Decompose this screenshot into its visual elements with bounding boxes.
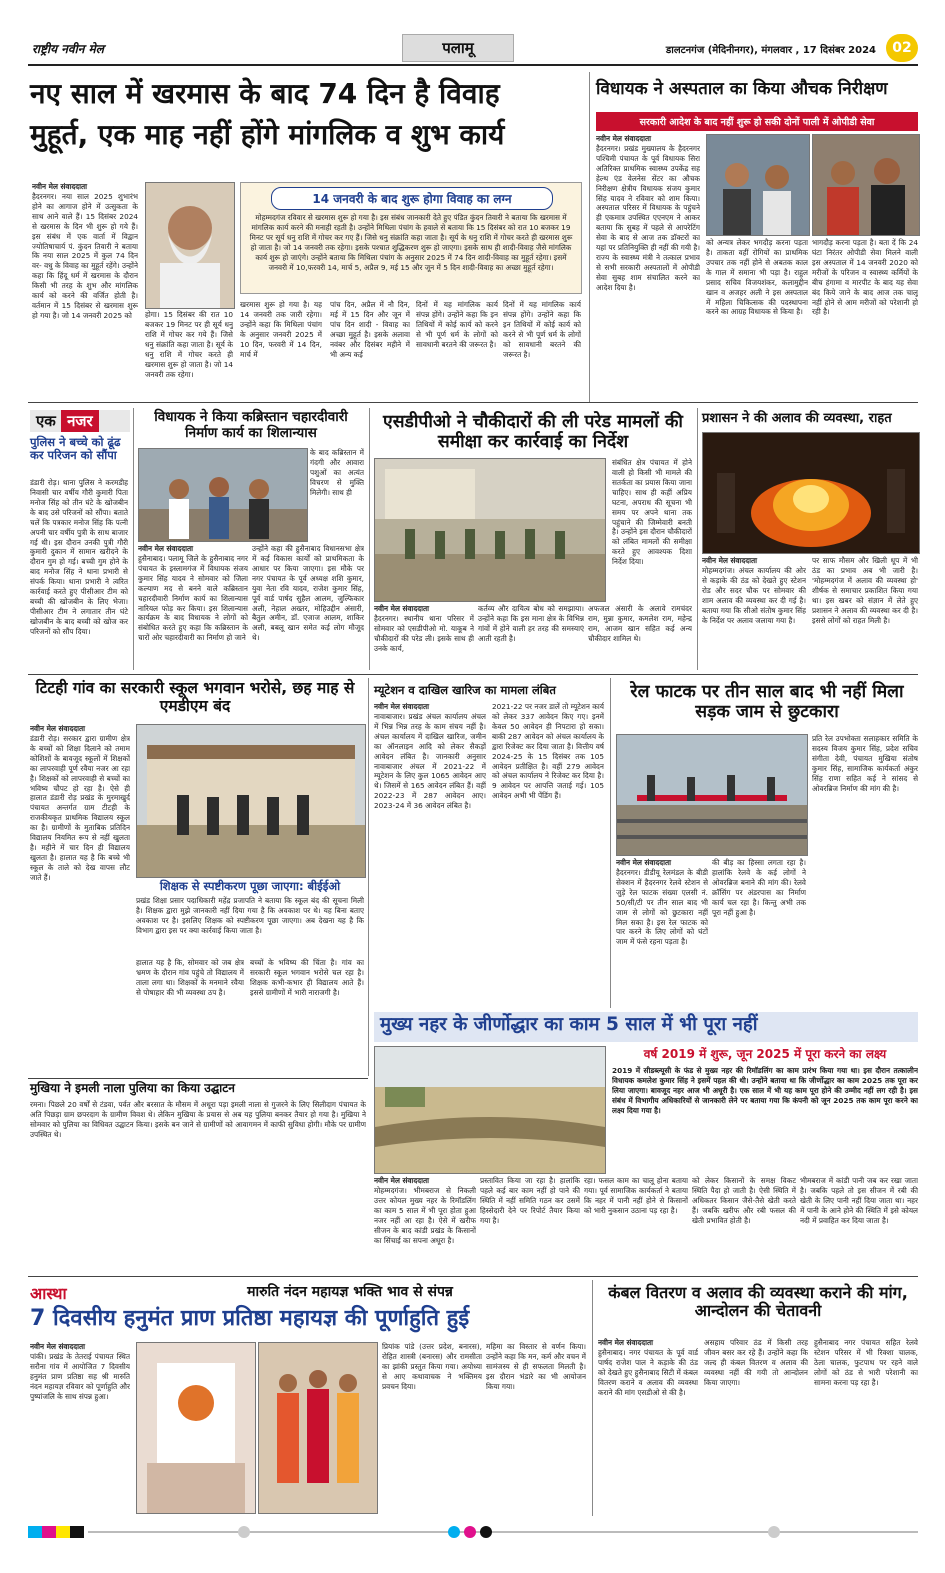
section-label: पलामू (402, 34, 514, 62)
s12-col1-text: हुसैनाबाद। नगर पंचायत के पूर्व वार्ड पार्षद राजेश पाल ने कड़ाके की ठंड को देखते हुए हुसैनाबाद सिटी में कंबल वितरण कराने व अलाव की व्यवस्था कराने की मांग एसडीओ से की है। (598, 1347, 698, 1397)
s6-subhead: शिक्षक से स्पष्टीकरण पूछा जाएगा: बीईईओ (159, 879, 341, 893)
s4-photo (374, 458, 606, 602)
footer-register-bar (28, 1526, 918, 1538)
s4-side-column: संबंधित क्षेत्र पंचायत में होने वाली हो किसी भी मामले की सतर्कता का प्रयास किया जाना चाहिए। साथ ही कहीं अप्रिय घटना, अपराध की सूचना भी समय पर अपने थाना तक पहुंचाने की जिम्मेवारी बनती है। उन्होंने इस दौरान चौकीदारों को लंबित मामलों की समीक्षा करते हुए आवश्यक दिशा निर्देश दिया। (612, 458, 692, 567)
footer-swatch-cyan (28, 1526, 42, 1538)
s9-column-2: प्रस्तावित किया जा रहा है। हालांकि पहले कई बार काम नहीं हो पाने की स्थिति में नहीं समिति गठन कर उसमें हिस्सेदारी देने पर रिपोर्ट तैयार किया गया है। (480, 1176, 580, 1225)
page-number: 02 (886, 34, 918, 62)
s8-column-2: की बीड़ का हिस्सा लगता रहा है। हालांकि रेलवे के कई लोगों ने ओवरब्रिज बनाने की मांग की। रेलवे क्रॉसिंग पर अंडरपास का निर्माण कार्य चल रहा है। किन्तु अभी तक पूरा नहीं हुआ है। (712, 858, 806, 917)
s1-photo-pandit (145, 182, 235, 309)
s2-headline: विधायक ने अस्पताल का किया औचक निरीक्षण (596, 79, 888, 99)
ek-najar-text: डंडारी रोड़। थाना पुलिस ने करमडीह निवासी चार वर्षीय गौरी कुमारी पिता मनोज सिंह को तीन घंटे के खोजबीन के बाद उसे परिजनों को सौंपा। बताते चलें कि पत्रकार मनोज सिंह कि पत्नी अपनी चार वर्षीय पुत्री के साथ बाजार गई थी। इस दौरान उनकी पुत्री गौरी कुमारी दुकान में सामान खरीदने के दौरान गुम हो गई। बच्ची गुम होने के बाद मनोज सिंह ने थाना प्रभारी से संपर्क किया। थाना प्रभारी ने त्वरित कार्रवाई करते हुए पीसीआर टीम को बच्ची की खोजबीन के लिए भेजा। पीसीआर टीम ने लगातार तीन घंटे खोजबीन के बाद बच्ची को खोज कर परिजनों को सौंप दिया। (30, 478, 128, 636)
divider-s6 (368, 678, 369, 1076)
s6-column-b: बच्चों के भविष्य की चिंता है। गांव का सरकारी स्कूल भगवान भरोसे चल रहा है। शिक्षक कभी-कभार ही विद्यालय आते हैं। इससे ग्रामीणों में भारी नाराजगी है। (250, 958, 364, 997)
s4-headline: एसडीपीओ ने चौकीदारों की ली परेड मामलों की समीक्षा कर कार्रवाई का निर्देश (383, 412, 683, 453)
s6-text: डंडारी रोड़। सरकार द्वारा ग्रामीण क्षेत्र के बच्चों को शिक्षा दिलाने को तमाम कोशिशों के बावजूद स्कूलों में शिक्षकों का लापरवाही पूर्ण रवैया नजर आ रहा है। शिक्षकों को लापरवाही से बच्चों का भविष्य चौपट हो रहा है। ऐसे ही हालात डंडारी रोड़ प्रखंड के मुरमाखुर्द पंचायत अन्तर्गत ग्राम टीटही के राजकीयकृत प्राथमिक विद्यालय स्कूल का है। ग्रामीणों के मुताबिक प्रतिदिन विद्यालय नियमित रूप से नहीं खुलता है। महीने में चार दिन ही विद्यालय खुलता है। हालात यह है कि बच्चे भी स्कूल के ताले को देख वापस लौट जाते हैं। (30, 733, 130, 882)
s4-column-1 (374, 604, 474, 670)
footer-register-dot-right (768, 1526, 780, 1538)
s3-byline: नवीन मेल संवाददाता (138, 544, 194, 553)
s1-headline-1: नए साल में खरमास के बाद 74 दिन है विवाह (30, 77, 500, 110)
s9-intro: 2019 में सीडब्ल्यूसी के फंड से मुख्य नहर की रिमॉडलिंग का काम प्रारंभ किया गया था। इस दौरान तत्कालीन विधायक कमलेश कुमार सिंह ने इसमें पहल की थी। उन्होंने बताया था कि जीर्णोद्धार का काम 2025 तक पूरा कर लिया जाएगा। बावजूद नहर आज भी अधूरी है। एक साल में भी यह काम पूरा होने की उम्मीद नहीं लग रही है। इस संबंध में विभागीय अधिकारियों से जानकारी लेने पर बताया गया कि कंपनी को जून 2025 तक काम पूरा करने का लक्ष्य दिया गया है। (612, 1066, 918, 1115)
s11-photo-left-graphic (137, 1343, 255, 1513)
footer-swatch-magenta (42, 1526, 56, 1538)
s9-byline: नवीन मेल संवाददाता (374, 1176, 430, 1185)
s1-byline: नवीन मेल संवाददाता (32, 182, 88, 191)
divider-ek-najar (133, 408, 134, 670)
s2-red-subhead: सरकारी आदेश के बाद नहीं शुरू हो सकी दोनों पाली में ओपीडी सेवा (596, 112, 918, 131)
s3-col1-text: हुसैनाबाद। पलामू जिले के हुसैनाबाद नगर पंचायत के इस्लामगंज में विधायक संजय कुमार सिंह यादव ने सोमवार को जिला कल्याण मद से बनने वाले कब्रिस्तान चहारदीवारी निर्माण कार्य का शिलान्यास नारियल फोड़ कर किया। इस शिलान्यास कार्यक्रम के बाद विधायक ने लोगों को संबोधित करते हुए कहा कि कब्रिस्तान के चारों ओर चहारदीवारी का निर्माण हो जाने (138, 553, 248, 643)
divider-s3 (369, 408, 370, 670)
s6-photo (136, 724, 366, 878)
s1-subbox-title: 14 जनवरी के बाद शुरू होगा विवाह का लग्न (271, 187, 553, 210)
s11-photo-left (136, 1342, 256, 1514)
s11-photo-right (258, 1342, 378, 1514)
s7-headline: म्यूटेशन व दाखिल खारिज का मामला लंबित (374, 683, 556, 697)
s1-column-3: खरमास शुरू हो गया है। यह 14 जनवरी तक जारी रहेगा। उन्होंने कहा कि मिथिला पंचांग के अनुसार जनवरी 2025 में 10 दिन, फरवरी में 14 दिन, मार्च में (240, 300, 322, 359)
s6-column-a: हालात यह है कि, सोमवार को जब क्षेत्र भ्रमण के दौरान गांव पहुंचे तो विद्यालय में ताला लगा था। शिक्षकों के मनमाने रवैया से पोषाहार की भी व्यवस्था ठप है। (136, 958, 244, 997)
divider-s7 (610, 678, 611, 1008)
s3-photo (138, 448, 308, 542)
s5-col1-text: मोहम्मदगंज। अंचल कार्यालय की ओर से कड़ाके की ठंड को देखते हुए स्टेशन रोड और सदर चौक पर सोमवार की शाम अलाव की व्यवस्था कर दी गई है। बताया गया कि सीओ संतोष कुमार सिंह के निर्देश पर अलाव जलाया गया है। (702, 565, 806, 625)
dateline: डालटनगंज (मेदिनीनगर), मंगलवार , 17 दिसंबर 2024 (665, 45, 876, 56)
masthead: राष्ट्रीय नवीन मेल (32, 42, 104, 56)
s12-column-1 (598, 1338, 698, 1516)
s9-col1-text: मोहम्मदगंज। भीमबराज से निकली उत्तर कोयल मुख्य नहर के रिमॉडलिंग का काम 5 साल में भी पूरा होता हुआ नजर नहीं आ रहा है। ऐसे में खरीफ सीजन के बाद कांडी प्रखंड के किसानों का सिंचाई का सपना अधूरा है। (374, 1185, 476, 1245)
divider-s11 (592, 1280, 593, 1516)
ek-najar-headline: पुलिस ने बच्चे को ढूंढ कर परिजन को सौंपा (30, 435, 121, 463)
divider-row1 (28, 402, 918, 403)
s4-column-2: कर्तव्य और दायित्व बोध को समझाया। उन्होंने कहा कि इस माना क्षेत्र के विभिन्न गांवों में होने वाली हर तरह की समस्याएं आती रहती है। (478, 604, 584, 643)
footer-swatch-yellow (56, 1526, 70, 1538)
s6-photo-graphic (137, 725, 365, 877)
s1-photo-graphic (146, 183, 234, 308)
s12-column-3: हुसैनाबाद नगर पंचायत सहित रेलवे स्टेशन परिसर में भी रिक्शा चालक, ठेला चालक, फुटपाथ पर रहने वाले लोगों को ठंड से भारी परेशानी का सामना करना पड़ रहा है। (814, 1338, 918, 1387)
s8-photo-graphic (617, 735, 807, 855)
s4-col1-text: हैदरनगर। स्थानीय थाना परिसर में सोमवार को एसडीपीओ मो. याकूब ने चौकीदारों की परेड ली। इसके साथ ही उनके कार्य, (374, 613, 474, 653)
s5-photo (702, 432, 920, 554)
s6-byline: नवीन मेल संवाददाता (30, 724, 86, 733)
s9-photo-graphic (375, 1047, 605, 1173)
footer-register-dot-center-k (480, 1526, 492, 1538)
s5-column-1 (702, 556, 806, 670)
s6-headline: टिटही गांव का सरकारी स्कूल भगवान भरोसे, छह माह से एमडीएम बंद (35, 679, 355, 715)
s11-photo-right-graphic (259, 1343, 377, 1513)
s6-column-main (30, 724, 130, 1074)
s12-column-2: असहाय परिवार ठंड में किसी तरह जीवन बसर कर रहे हैं। उन्होंने कहा कि जल्द ही कंबल वितरण व अलाव की व्यवस्था नहीं की गयी तो आन्दोलन किया जाएगा। (704, 1338, 808, 1387)
s9-headline: मुख्य नहर के जीर्णोद्धार का काम 5 साल में भी पूरा नहीं (380, 1014, 758, 1035)
s11-column-1 (30, 1342, 130, 1516)
s8-column-1 (616, 858, 708, 1008)
s2-photo-left (706, 134, 810, 236)
s5-column-2: पर साफ मौसम और खिली धूप में भी ठंड का प्रभाव अब भी जारी है। 'मोहम्मदगंज में अलाव की व्यवस्था हो' शीर्षक से समाचार प्रकाशित किया गया था। इस खबर को संज्ञान में लेते हुए प्रशासन ने अलाव की व्यवस्था कर दी है। इससे लोगों को राहत मिली है। (812, 556, 918, 625)
s5-byline: नवीन मेल संवाददाता (702, 556, 758, 565)
divider-s4 (697, 408, 698, 670)
s8-col1-text: हैदरनगर। डीडीयू रेलमंडल के बीडी सेक्शन में हैदरनगर रेलवे स्टेशन से जुड़े रेल फाटक संख्या एलसी नं. 50/सी/टी पर तीन साल बाद भी जाम से लोगों को छुटकारा नहीं मिल सका है। इस रेल फाटक को पार करने के लिए लोगों को घंटों जाम में फंसे रहना पड़ता है। (616, 867, 708, 947)
s7-byline: नवीन मेल संवाददाता (374, 702, 430, 711)
s9-column-4: को लेकर किसानों के समक्ष विकट स्थिति पैदा हो जाती है। ऐसी स्थिति में अधिकतर किसान जैसे-तैसे खेती करते हैं। जबकि खरीफ और रबी फसल की खेती प्रभावित होती है। (692, 1176, 796, 1225)
footer-register-dot-center-m (464, 1526, 476, 1538)
s1-headline-2: मुहूर्त, एक माह नहीं होंगे मांगलिक व शुभ कार्य (30, 118, 505, 151)
s3-column-2: उन्होंने कहा की हुसैनाबाद विधानसभा क्षेत्र में कई विकास कार्यों को प्राथमिकता के आधार पर किया जाएगा। इस मौके पर नगर पंचायत के पूर्व अध्यक्ष शशि कुमार, युवा नेता रवि यादव, राजेश कुमार सिंह, पूर्व वार्ड पार्षद सुहैल आलम, जुल्फिकार अली, नेहाल अख्तर, मोहिउद्दीन अंसारी, बैतुल अमीन, डॉ. एजाज आलम, शाकिर अली, बबलू खान समेत कई लोग मौजूद थे। (252, 544, 364, 643)
s9-photo (374, 1046, 606, 1174)
s12-headline: कंबल वितरण व अलाव की व्यवस्था कराने की मांग, आन्दोलन की चेतावनी (608, 1283, 908, 1321)
s11-column-2: प्रियांक पांडे (उत्तर प्रदेश, बनारस), रोहित शास्त्री (बनारस) और रामसीता का झांकी प्रस्तुत किया गया। अयोध्या से आए कथावाचक ने भक्तिमय प्रवचन दिया। (382, 1342, 482, 1391)
divider-s10 (28, 1078, 368, 1079)
s7-column-1 (374, 702, 486, 1008)
s9-red-subhead: वर्ष 2019 में शुरू, जून 2025 में पूरा करने का लक्ष्य (643, 1047, 887, 1061)
divider-row2 (28, 674, 918, 675)
s7-column-2: 2021-22 पर नजर डालें तो म्यूटेशन कार्य को लेकर 337 आवेदन किए गए। इनमें केवल 50 आवेदन ही निपटारा हो सका। बाकी 287 आवेदन को अंचल कार्यालय के द्वारा रिजेक्ट कर दिया जाता है। वित्तीय वर्ष 2024-25 के 15 दिसंबर तक 105 आवेदन प्रतीक्षित है। वहीं 279 आवेदन को अंचल कार्यालय ने रिजेक्ट कर दिया है। 9 आवेदन पर आपत्ति जताई गई। 105 आवेदन अभी भी पेंडिंग हैं। (492, 702, 604, 801)
s4-byline: नवीन मेल संवाददाता (374, 604, 430, 613)
s1-column-4: पांच दिन, अप्रैल में नौ दिन, मई में 15 दिन और जून में पांच दिन शादी - विवाह का अच्छा मुहूर्त है। इसके अलावा नवंबर और दिसंबर महीने में भी अन्य कई (330, 300, 410, 359)
s4-column-3: अफजल अंसारी के अलावे रामचंदर राम, मुन्ना कुमार, कमलेश राम, महेन्द्र राम, आजम खान सहित कई अन्य चौकीदार शामिल थे। (588, 604, 692, 643)
s3-column-1 (138, 544, 248, 670)
s3-text-a: के बाद कब्रिस्तान में गंदगी और आवारा पशुओं का अत्यंत विचरण से मुक्ति मिलेगी। साथ ही (310, 448, 364, 497)
ek-najar-label-b: नजर (61, 410, 99, 432)
s1-column-1 (32, 182, 138, 392)
s2-byline: नवीन मेल संवाददाता (596, 134, 652, 143)
footer-swatch-black (70, 1526, 84, 1538)
s1-column-6: दिनों में यह मांगलिक कार्य संपन्न होंगे। उन्होंने कहा कि इन तिथियों में कोई कार्य को करने से भी पूर्ण धर्म के लोगों को सावधानी बरतने की जरूरत है। (503, 300, 581, 359)
footer-register-dot-center-c (448, 1526, 460, 1538)
s1-subbox (240, 182, 582, 294)
header-rule (28, 64, 918, 66)
s1-column-5: दिनों में यह मांगलिक कार्य संपन्न होंगे। उन्होंने कहा कि इन तिथियों में कोई कार्य को करने से भी पूर्ण धर्म के लोगों को सावधानी बरतने की जरूरत है। (416, 300, 498, 349)
s8-photo (616, 734, 808, 856)
s8-byline: नवीन मेल संवाददाता (616, 858, 672, 867)
footer-register-dot-left (238, 1526, 250, 1538)
s3-photo-graphic (139, 449, 307, 541)
aastha-label: आस्था (30, 1284, 67, 1303)
s2-photo-left-graphic (707, 135, 809, 235)
s8-headline: रेल फाटक पर तीन साल बाद भी नहीं मिला सड़क जाम से छुटकारा (630, 682, 904, 723)
s9-column-5: भीमबराज में कांडी पानी जब कर रखा जाता है। जबकि पहले तो इस सीजन में रबी की खेती के लिए पानी नहीं दिया जाता था। नहर में पानी के आने होने की स्थिति में इसे कोयल नदी में प्रवाहित कर दिया जाता है। (800, 1176, 918, 1225)
s2-column-3: भागदौड़ करना पड़ता है। बता दें कि 24 घंटा निरंतर ओपीडी सेवा मिलने वाली इस अस्पताल में 14 जनवरी 2020 को मरीजों के परिजन व स्वास्थ्य कर्मियों के बीच हंगामा व मारपीट के बाद यह सेवा बंद किये जाने के बाद आज तक चालू नहीं होने से आम मरीजों को परेशानी हो रही है। (812, 238, 918, 317)
s10-text: रमना। पिछले 20 वर्षों से टंडवा, पर्वत और बरसात के मौसम में अधूरा पड़ा इमली नाला से गुजरने के लिए सिलीदाग पंचायत के अति पिछड़ा ग्राम छपरदाग के ग्रामीण विवश थे। लेकिन मुखिया के प्रयास से अब यह पुलिया बनकर तैयार हो गया है। मुखिया ने सोमवार को पुलिया का विधिवत उद्घाटन किया। इसके बन जाने से ग्रामीणों को आवागमन में काफी सुविधा होगी। मौके पर ग्रामीण उपस्थित थे। (30, 1100, 366, 1139)
s1-column-2: होगा। 15 दिसंबर की रात 10 बजकर 19 मिनट पर ही सूर्य धनु राशि में गोचर कर गये हैं। जिसे धनु संक्रांति कहा जाता है। सूर्य के धनु राशि में गोचर करते ही खरमास शुरू हो जाता है। जो 14 जनवरी तक रहेगा। (145, 310, 233, 379)
s2-column-1 (596, 134, 700, 396)
s8-column-3: प्रति रेल उपभोक्ता सलाहकार समिति के सदस्य विजय कुमार सिंह, प्रदेश सचिव संगीता देवी, पंचायत मुखिया संतोष कुमार सिंह, सामाजिक कार्यकर्ता अंकुर सिंह राणा सहित कई ने सांसद से ओवरब्रिज निर्माण की मांग की है। (812, 734, 918, 793)
s11-byline: नवीन मेल संवाददाता (30, 1342, 86, 1351)
divider-row3 (28, 1276, 918, 1277)
s12-byline: नवीन मेल संवाददाता (598, 1338, 654, 1347)
s10-headline: मुखिया ने इमली नाला पुलिया का किया उद्घाटन (30, 1081, 235, 1095)
s11-col1-text: पांकी। प्रखंड के तेतराई पंचायत स्थित सरौना गांव में आयोजित 7 दिवसीय हनुमंत प्राण प्रतिष्ठा सह श्री मारुति नंदन महायज्ञ रविवार को पूर्णाहुति और पुष्पांजलि के साथ संपन्न हुआ। (30, 1351, 130, 1401)
ek-najar-label (30, 410, 130, 432)
divider-top (589, 72, 590, 402)
s4-photo-graphic (375, 459, 605, 601)
s11-column-3: महिमा का विस्तार से वर्णन किया। उन्होंने कहा कि मन, कर्म और वचन में सामंजस्य से ही सफलता मिलती है। इस दौरान भंडारे का भी आयोजन किया गया। (486, 1342, 586, 1391)
s9-column-3: रहा। फसल काम का चालू होना बताया गया। पूर्व सामाजिक कार्यकर्ता ने बताया कि नहर में पानी नहीं होने से किसानों को भारी नुकसान उठाना पड़ रहा है। (584, 1176, 688, 1215)
s2-photo-right-graphic (813, 135, 919, 235)
s2-photo-right (812, 134, 920, 236)
s1-col1-text: हैदरनगर। नया साल 2025 शुभारंभ होने का आगाज होने में उत्सुकता के साथ आने वाले हैं। 15 दिसंबर 2024 से खरमास के दिन भी शुरू हो गये हैं। इस संबंध में एक वार्ता में विद्वान ज्योतिषाचार्य पं. कुंदन तिवारी ने बताया कि नया साल 2025 में कुल 74 दिन वर- वधु के विवाह का मुहूर्त रहेंगे। उन्होंने कहा कि हिंदू धर्म में खरमास के दौरान किसी भी तरह के शुभ और मांगलिक कार्य को करने की वर्जित होती है। वर्तमान में 15 दिसंबर से खरमास शुरू हो गया है। जो 14 जनवरी 2025 को (32, 191, 138, 320)
s7-col1-text: नावाबाजार। प्रखंड अंचल कार्यालय अंचल में भिन्न भिन्न तरह के काम संचय नहीं है। अंचल कार्यालय में दाखिल खारिज, जमीन का ऑनलाइन आदि को लेकर सैकड़ों आवेदन लंबित है। जानकारी अनुसार नावाबाजार अंचल में 2021-22 में म्यूटेशन के लिए कुल 1065 आवेदन आए थे। जिसमें से 165 आवेदन लंबित हैं। वहीं 2022-23 में 287 आवेदन आए। 2023-24 में 36 आवेदन लंबित है। (374, 711, 486, 811)
s5-photo-graphic (703, 433, 919, 553)
s3-headline: विधायक ने किया कब्रिस्तान चहारदीवारी निर्माण कार्य का शिलान्यास (154, 409, 348, 441)
s9-column-1 (374, 1176, 476, 1272)
s11-subhead: मारुति नंदन महायज्ञ भक्ति भाव से संपन्न (247, 1284, 453, 1300)
s5-headline: प्रशासन ने की अलाव की व्यवस्था, राहत (702, 411, 892, 426)
s1-subbox-text: मोहम्मदगंज रविवार से खरमास शुरू हो गया है। इस संबंध जानकारी देते हुए पंडित कुंदन तिवारी ने बताया कि खरमास में मांगलिक कार्य करने की मनाही रहती है। उन्होंने मिथिला पंचांग के हवाले से बताया कि 15 दिसंबर को रात 10 बजकर 19 मिनट पर सूर्य धनु राशि में गोचर कर गए हैं। जिसे धनु संक्रांति कहा जाता है। सूर्य के धनु राशि में गोचर करते ही खरमास शुरू हो जाता है। जो 14 जनवरी तक रहेगा। इसके पश्चात शुद्धिकरण शुरू हो जाएगा। इसके साथ ही शादी-विवाह जैसे मांगलिक कार्य शुरू हो जाएंगे। उन्होंने बताया कि मिथिला पंचांग के अनुसार 2025 में 74 दिन शादी-विवाह का मुहूर्त रहेगा। इसमें जनवरी में 10,फरवरी 14, मार्च 5, अप्रैल 9, मई 15 और जून में 5 दिन शादी-विवाह का अच्छा मुहूर्त रहेगा। (249, 213, 573, 272)
s2-col1-text: हैदरनगर। प्रखंड मुख्यालय के हैदरनगर पश्चिमी पंचायत के पूर्व विधायक सिरा अतिरिक्त प्राथमिक स्वास्थ्य उपकेंद्र सह हेल्थ एंड वेलनेस सेंटर का औचक निरीक्षण क्षेत्रीय विधायक संजय कुमार सिंह यादव ने रविवार को शाम किया। अस्पताल परिसर में विधायक के पहुंचने ही एकमात्र उपस्थित एएनएम ने आकर बताया कि सुबह में पहले से आपरेटिंग सेवा के बाद से आज तक डॉक्टरों का यहां पर प्रतिनियुक्ति ही नहीं की गयी है। राज्य के स्वास्थ्य मंत्री ने तत्काल प्रभाव से सभी सरकारी अस्पतालों में ओपीडी सेवा सुबह शाम संचालित करने का आदेश दिया है। (596, 143, 700, 292)
s6-subtext: प्रखंड शिक्षा प्रसार पदाधिकारी महेंद्र प्रजापति ने बताया कि स्कूल बंद की सूचना मिली है। शिक्षक द्वारा मुझे जानकारी नहीं दिया गया है कि अवकाश पर थे। यह बिना बताए अवकाश पर है। इसलिए शिक्षक को स्पष्टीकरण पूछा जाएगा। अब देखना यह है कि विभाग द्वारा इस पर क्या कार्रवाई किया जाता है। (136, 896, 364, 935)
s2-column-2: को अन्यत्र लेकर भगदौड़ करना पड़ता है। ताकता वहीं रोगियों का प्राथमिक उपचार तक नहीं होने से अबतक काल के गाल में समाना भी पड़ा है। राहुल प्रसाद सचिव विजयशंकर, कलामुद्दीन खान व अजहर अली ने इस अस्पताल में महिला चिकित्सक की पदस्थापना करने का आग्रह विधायक से किया है। (706, 238, 808, 317)
s11-headline: 7 दिवसीय हनुमंत प्राण प्रतिष्ठा महायज्ञ की पूर्णाहुति हुई (30, 1306, 470, 1331)
ek-najar-label-a: एक (36, 412, 56, 430)
footer-rule (88, 1531, 918, 1533)
